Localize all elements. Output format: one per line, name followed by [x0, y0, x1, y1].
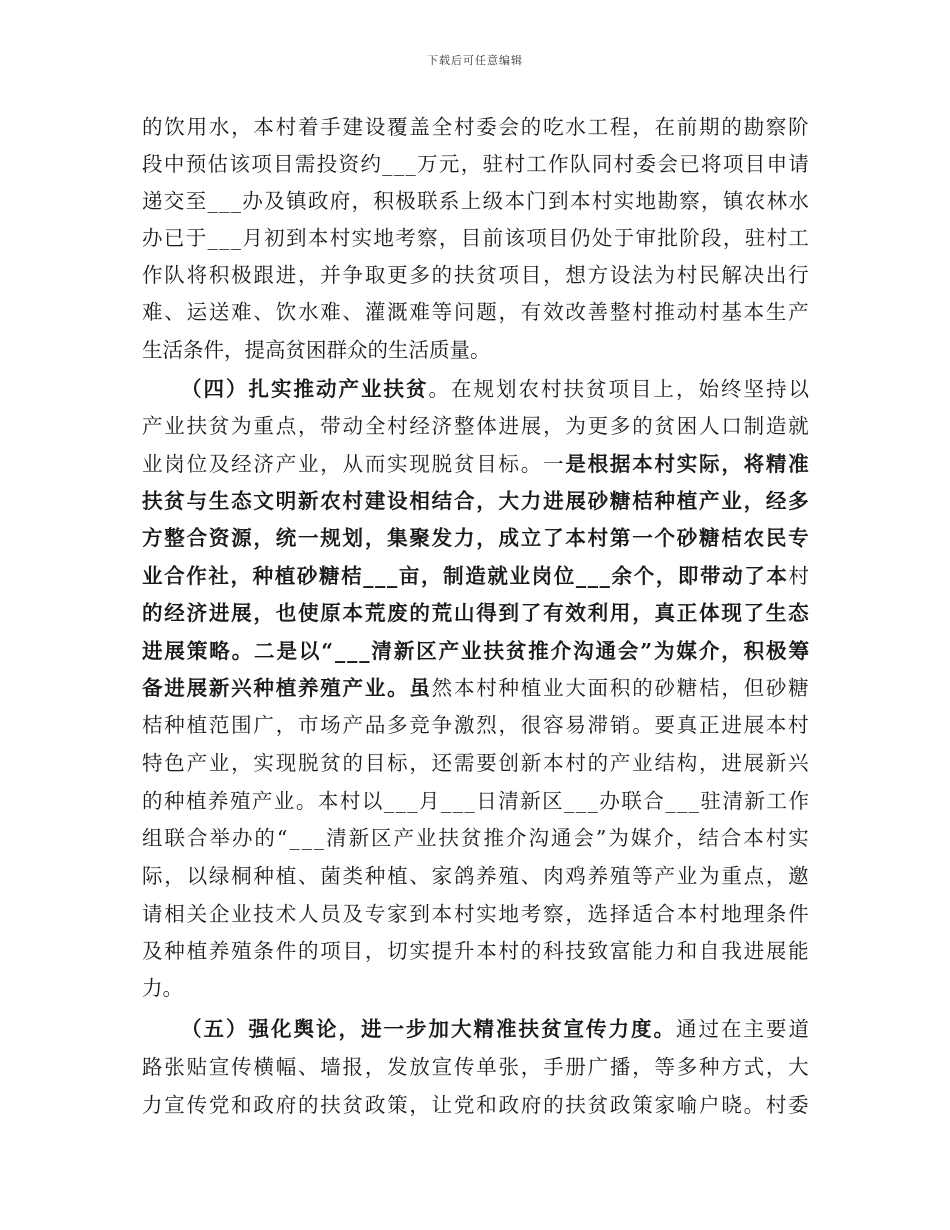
text-line: 及 种 植 养 殖 条 件 的 项 目 ， 切 实 提 升 本 村 的 科 技 致 富 能 力 和 自 我 进 展 能	[142, 939, 809, 963]
text-line: 产 业 扶 贫 为 重 点 ， 带 动 全 村 经 济 整 体 进 展 ， 为 更 多 的 贫 困 人 口 制 造 就	[142, 414, 809, 438]
text-line: 组 联 合 举 办 的 “ _ _ _ 清 新 区 产 业 扶 贫 推 介 沟 通 会 ” 为 媒 介 ， 结 合 本 村 实	[142, 826, 809, 850]
text-line: 的 饮 用 水 ， 本 村 着 手 建 设 覆 盖 全 村 委 会 的 吃 水 工 程 ， 在 前 期 的 勘 察 阶	[142, 115, 809, 139]
text-line: 段 中 预 估 该 项 目 需 投 资 约 _ _ _ 万 元 ， 驻 村 工 作 队 同 村 委 会 已 将 项 目 申 请	[142, 152, 809, 176]
text-line: 桔 种 植 范 围 广 ， 市 场 产 品 多 竞 争 激 烈 ， 很 容 易 滞 销 。 要 真 正 进 展 本 村	[142, 713, 809, 737]
text-line: （ 五 ） 强 化 舆 论 ， 进 一 步 加 大 精 准 扶 贫 宣 传 力 度 。 通 过 在 主 要 道	[181, 1017, 809, 1041]
text-line: 生 活 条 件 ， 提 高 贫 困 群 众 的 生 活 质 量 。	[142, 338, 491, 362]
text-line: （ 四 ） 扎 实 推 动 产 业 扶 贫 。 在 规 划 农 村 扶 贫 项 目 上 ， 始 终 坚 持 以	[181, 377, 809, 401]
text-line: 路 张 贴 宣 传 横 幅 、 墙 报 ， 发 放 宣 传 单 张 ， 手 册 广 播 ， 等 多 种 方 式 ， 大	[142, 1055, 809, 1079]
text-line: 备 进 展 新 兴 种 植 养 殖 产 业 。 虽 然 本 村 种 植 业 大 面 积 的 砂 糖 桔 ， 但 砂 糖	[142, 676, 809, 700]
text-line: 业 合 作 社 ， 种 植 砂 糖 桔 _ _ _ 亩 ， 制 造 就 业 岗 位 _ _ _ 余 个 ， 即 带 动 了 本 村	[142, 564, 809, 588]
text-line: 作 队 将 积 极 跟 进 ， 并 争 取 更 多 的 扶 贫 项 目 ， 想 方 设 法 为 村 民 解 决 出 行	[142, 263, 809, 287]
text-line: 请 相 关 企 业 技 术 人 员 及 专 家 到 本 村 实 地 考 察 ， 选 择 适 合 本 村 地 理 条 件	[142, 902, 809, 926]
page-header-note: 下载后可任意编辑	[427, 54, 523, 67]
text-line: 力 宣 传 党 和 政 府 的 扶 贫 政 策 ， 让 党 和 政 府 的 扶 贫 政 策 家 喻 户 晓 。 村 委	[142, 1093, 809, 1117]
text-line: 力 。	[142, 976, 183, 1000]
text-line: 的 经 济 进 展 ， 也 使 原 本 荒 废 的 荒 山 得 到 了 有 效 利 用 ， 真 正 体 现 了 生 态	[142, 601, 809, 625]
text-line: 进 展 策 略 。 二 是 以 “ _ _ _ 清 新 区 产 业 扶 贫 推 介 沟 通 会 ” 为 媒 介 ， 积 极 筹	[142, 639, 809, 663]
text-line: 递 交 至 _ _ _ 办 及 镇 政 府 ， 积 极 联 系 上 级 本 门 到 本 村 实 地 勘 察 ， 镇 农 林 水	[142, 189, 809, 213]
text-line: 的 种 植 养 殖 产 业 。 本 村 以 _ _ _ 月 _ _ _ 日 清 新 区 _ _ _ 办 联 合 _ _ _ 驻 清 新 工 作	[142, 789, 809, 813]
text-line: 扶 贫 与 生 态 文 明 新 农 村 建 设 相 结 合 ， 大 力 进 展 砂 糖 桔 种 植 产 业 ， 经 多	[142, 489, 809, 513]
text-line: 际 ， 以 绿 桐 种 植 、 菌 类 种 植 、 家 鸽 养 殖 、 肉 鸡 养 殖 等 产 业 为 重 点 ， 邀	[142, 864, 809, 888]
text-line: 难 、 运 送 难 、 饮 水 难 、 灌 溉 难 等 问 题 ， 有 效 改 善 整 村 推 动 村 基 本 生 产	[142, 300, 809, 324]
text-line: 方 整 合 资 源 ， 统 一 规 划 ， 集 聚 发 力 ， 成 立 了 本 村 第 一 个 砂 糖 桔 农 民 专	[142, 526, 809, 550]
text-line: 特 色 产 业 ， 实 现 脱 贫 的 目 标 ， 还 需 要 创 新 本 村 的 产 业 结 构 ， 进 展 新 兴	[142, 751, 809, 775]
text-line: 业 岗 位 及 经 济 产 业 ， 从 而 实 现 脱 贫 目 标 。 一 是 根 据 本 村 实 际 ， 将 精 准	[142, 452, 809, 476]
text-line: 办 已 于 _ _ _ 月 初 到 本 村 实 地 考 察 ， 目 前 该 项 目 仍 处 于 审 批 阶 段 ， 驻 村 工	[142, 226, 809, 250]
